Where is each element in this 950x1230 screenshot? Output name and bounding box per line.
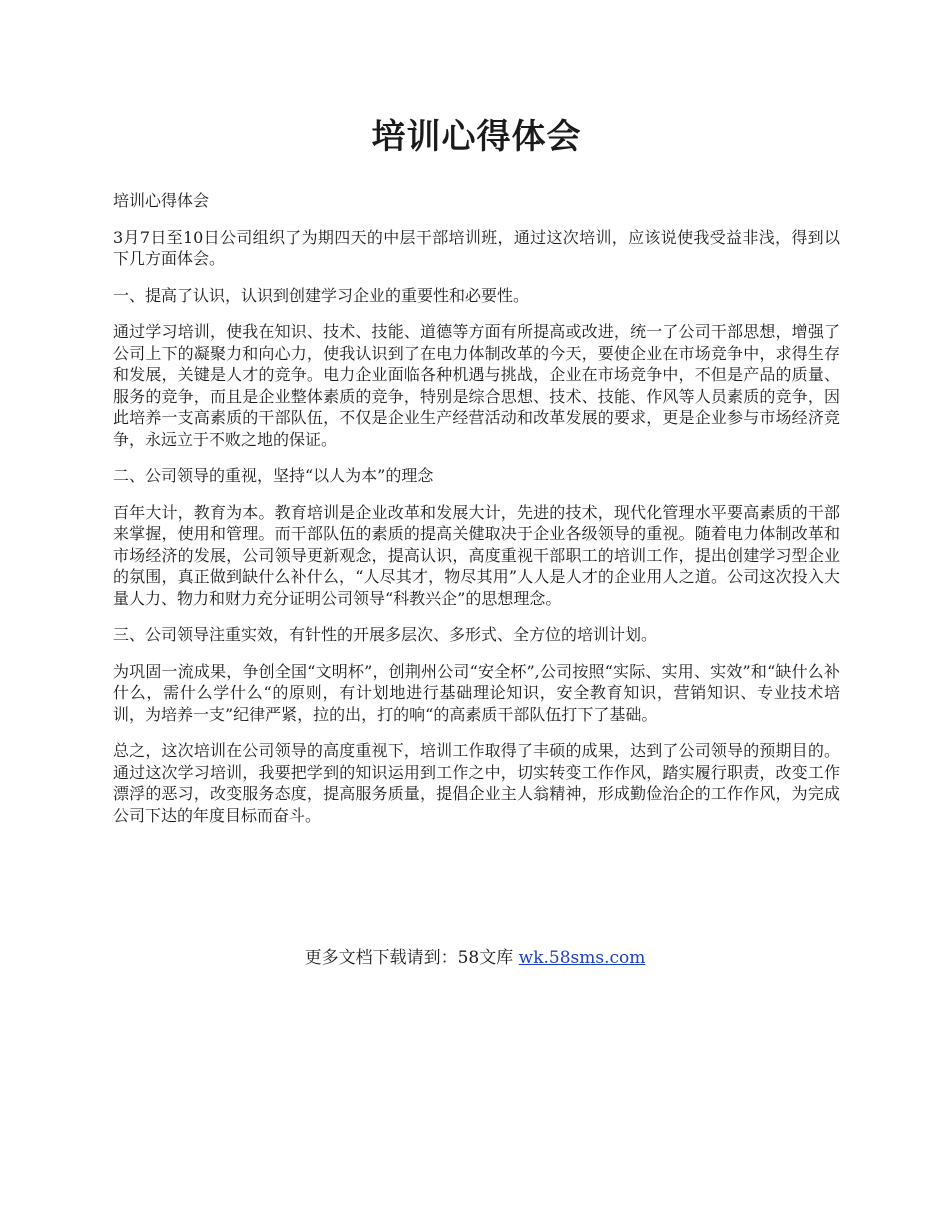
paragraph-intro: 3月7日至10日公司组织了为期四天的中层干部培训班，通过这次培训，应该说使我受益非浅，得到以下几方面体会。 xyxy=(113,227,840,268)
document-subtitle: 培训心得体会 xyxy=(113,191,210,210)
section-heading-1: 一、提高了认识，认识到创建学习企业的重要性和必要性。 xyxy=(113,285,530,305)
section-heading-2: 二、公司领导的重视，坚持“以人为本”的理念 xyxy=(113,466,434,485)
footer-link[interactable]: wk.58sms.com xyxy=(518,948,646,968)
document-title: 培训心得体会 xyxy=(371,117,582,157)
download-footer xyxy=(0,946,950,970)
paragraph-section-2: 百年大计，教育为本。教育培训是企业改革和发展大计，先进的技术，现代化管理水平要高素质的干部来掌握，使用和管理。而干部队伍的素质的提高关健取决于企业各级领导的重视。随着电力体制改革和市场经济的发展，公司领导更新观念，提高认识，高度重视干部职工的培训工作，提出创建学习型企业的氛围，真正做到缺什么补什么，“人尽其才，物尽其用”人人是人才的企业用人之道。公司这次投入大量人力、物力和财力充分证明公司领导“科教兴企”的思想理念。 xyxy=(113,502,840,608)
paragraph-conclusion: 总之，这次培训在公司领导的高度重视下，培训工作取得了丰硕的成果，达到了公司领导的预期目的。通过这次学习培训，我要把学到的知识运用到工作之中，切实转变工作作风，踏实履行职责，改变工作漂浮的恶习，改变服务态度，提高服务质量，提倡企业主人翁精神，形成勤俭治企的工作作风，为完成公司下达的年度目标而奋斗。 xyxy=(113,741,840,825)
paragraph-section-1: 通过学习培训，使我在知识、技术、技能、道德等方面有所提高或改进，统一了公司干部思想，增强了公司上下的凝聚力和向心力，使我认识到了在电力体制改革的今天，要使企业在市场竞争中，求得生存和发展，关键是人才的竞争。电力企业面临各种机遇与挑战，企业在市场竞争中，不但是产品的质量、服务的竞争，而且是企业整体素质的竞争，特别是综合思想、技术、技能、作风等人员素质的竞争，因此培养一支高素质的干部队伍，不仅是企业生产经营活动和改革发展的要求，更是企业参与市场经济竞争，永远立于不败之地的保证。 xyxy=(113,322,840,449)
paragraph-section-3: 为巩固一流成果，争创全国“文明杯”，创荆州公司“安全杯”,公司按照“实际、实用、实效”和“缺什么补什么，需什么学什么“的原则，有计划地进行基础理论知识，安全教育知识，营销知识、专业技术培训，为培养一支”纪律严紧，拉的出，打的响“的高素质干部队伍打下了基础。 xyxy=(113,661,840,724)
section-heading-3: 三、公司领导注重实效，有针性的开展多层次、多形式、全方位的培训计划。 xyxy=(113,625,658,644)
document-page xyxy=(113,110,840,841)
footer-text: 更多文档下载请到：58文库 xyxy=(304,948,519,968)
